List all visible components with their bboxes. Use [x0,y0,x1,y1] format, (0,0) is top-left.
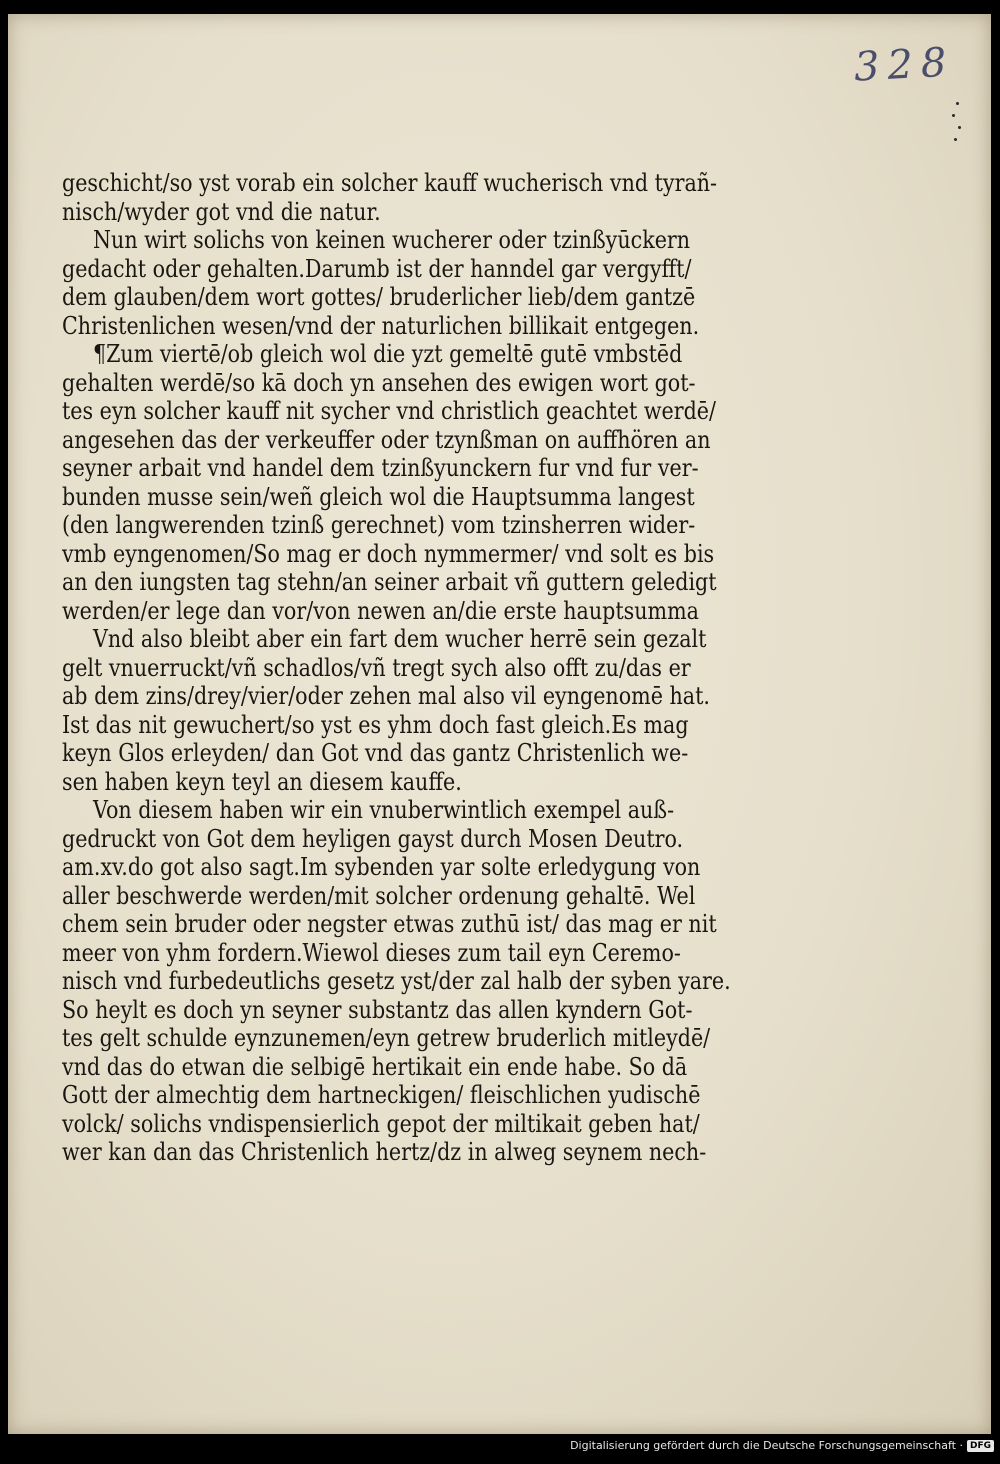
text-line: gehalten werdē/so kā doch yn ansehen des ewigen wort got- [62,368,696,397]
text-line: aller beschwerde werden/mit solcher ordenung gehaltē. Wel [62,881,696,910]
text-line: Vnd also bleibt aber ein fart dem wucher herrē sein gezalt [92,625,707,653]
book-page [8,14,991,1434]
ink-speck [954,138,957,141]
text-line: tes gelt schulde eynzunemen/eyn getrew bruderlich mitleydē/ [62,1024,711,1052]
text-line: an den iungsten tag stehn/an seiner arbait vñ guttern geledigt [62,568,717,596]
text-line: ab dem zins/drey/vier/oder zehen mal also vil eyngenomē hat. [62,682,710,710]
text-line: Nun wirt solichs von keinen wucherer oder tzinßyūckern [92,226,691,254]
ink-speck [958,126,961,129]
text-line: volck/ solichs vndispensierlich gepot der miltikait geben hat/ [62,1109,700,1138]
text-line: gedruckt von Got dem heyligen gayst durch Mosen Deutro. [62,824,684,853]
text-line: vmb eyngenomen/So mag er doch nymmermer/ vnd solt es bis [62,539,715,568]
text-line: sen haben keyn teyl an diesem kauffe. [62,767,462,796]
text-line: bunden musse sein/weñ gleich wol die Hauptsumma langest [62,482,695,511]
text-line: gedacht oder gehalten.Darumb ist der hanndel gar vergyfft/ [62,254,692,283]
credit-text: Digitalisierung gefördert durch die Deutsche Forschungsgemeinschaft · [570,1439,963,1452]
text-line: chem sein bruder oder negster etwas zuthū ist/ das mag er nit [62,910,717,938]
text-line: seyner arbait vnd handel dem tzinßyunckern fur vnd fur ver- [62,454,699,482]
text-line: vnd das do etwan die selbigē hertikait ein ende habe. So dā [62,1052,688,1081]
text-line: keyn Glos erleyden/ dan Got vnd das gantz Christenlich we- [62,739,689,767]
text-line: ¶Zum viertē/ob gleich wol die yzt gemeltē gutē vmbstēd [92,340,683,368]
text-line: (den langwerenden tzinß gerechnet) vom tzinsherren wider- [62,511,696,539]
text-line: tes eyn solcher kauff nit sycher vnd christlich geachtet werdē/ [62,397,716,425]
text-line: Christenlichen wesen/vnd der naturlichen billikait entgegen. [62,311,700,340]
text-line: nisch/wyder got vnd die natur. [62,197,381,226]
folio-number: 328 [852,39,956,91]
dfg-logo: DFG [967,1440,994,1452]
text-line: dem glauben/dem wort gottes/ bruderlicher lieb/dem gantzē [62,283,696,311]
text-line: wer kan dan das Christenlich hertz/dz in alweg seynem nech- [62,1138,707,1166]
text-line: werden/er lege dan vor/von newen an/die erste hauptsumma [62,596,699,625]
ink-speck [952,114,955,117]
text-line: am.xv.do got also sagt.Im sybenden yar solte erledygung von [62,853,701,881]
text-line: Gott der almechtig dem hartneckigen/ fleischlichen yudischē [62,1081,701,1109]
text-block [62,169,742,1167]
text-line: Ist das nit gewuchert/so yst es yhm doch fast gleich.Es mag [62,710,689,739]
text-line: nisch vnd furbedeutlichs gesetz yst/der zal halb der syben yare. [62,967,731,995]
digitization-credit [570,1439,994,1452]
text-line: meer von yhm fordern.Wiewol dieses zum tail eyn Ceremo- [62,938,681,967]
text-line: geschicht/so yst vorab ein solcher kauff wucherisch vnd tyrañ- [62,169,718,197]
ink-speck [956,102,959,105]
text-line: Von diesem haben wir ein vnuberwintlich exempel auß- [92,796,675,824]
text-line: gelt vnuerruckt/vñ schadlos/vñ tregt sych also offt zu/das er [62,653,691,682]
text-line: So heylt es doch yn seyner substantz das allen kyndern Got- [62,995,693,1024]
text-line: angesehen das der verkeuffer oder tzynßman on auffhören an [62,425,711,454]
